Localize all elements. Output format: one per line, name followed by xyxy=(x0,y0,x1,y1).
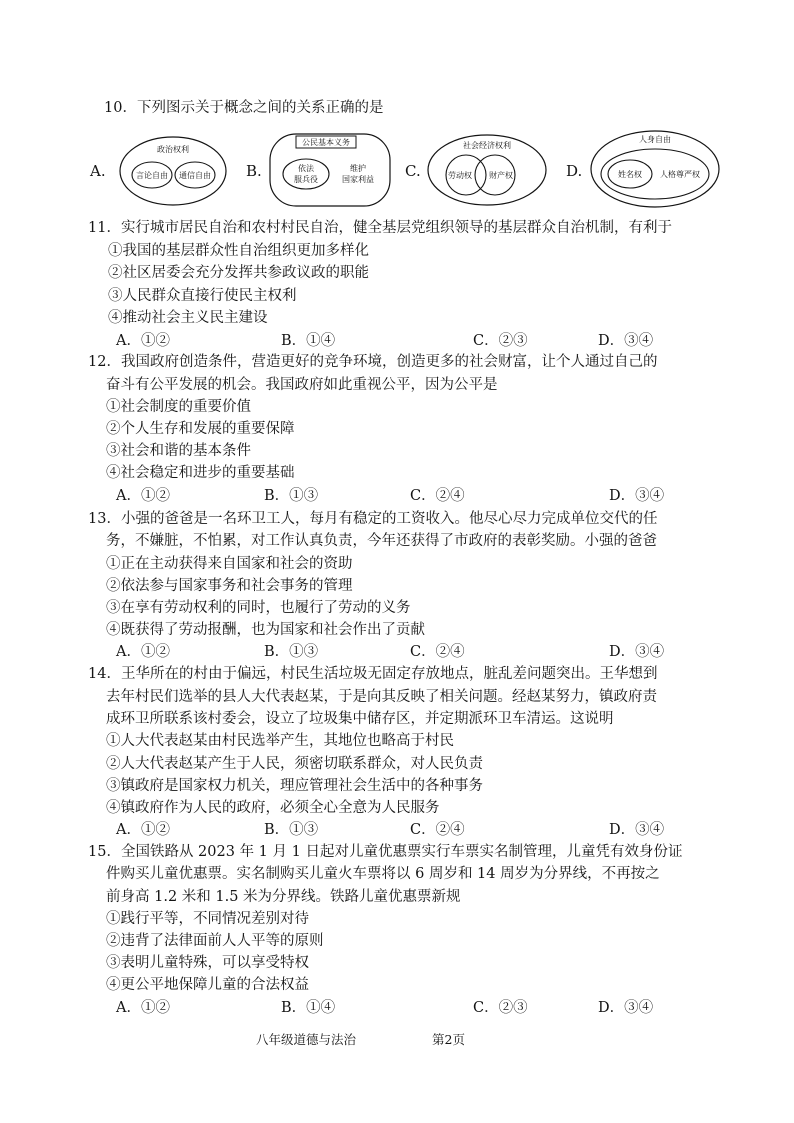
diagram-a-outer-label: 政治权利 xyxy=(157,145,189,154)
q12-statement-2: ②个人生存和发展的重要保障 xyxy=(106,421,295,437)
diagram-c-right-label: 财产权 xyxy=(489,171,513,180)
q14-option-b: B．①③ xyxy=(264,822,319,838)
q12-statement-3: ③社会和谐的基本条件 xyxy=(106,443,251,459)
q11-option-c: C．②③ xyxy=(473,333,528,349)
diagram-c-outer-label: 社会经济权利 xyxy=(463,141,511,150)
q10-diagram-d xyxy=(588,128,723,210)
diagram-b-outer-label: 公民基本义务 xyxy=(302,138,350,147)
q11-option-d: D．③④ xyxy=(598,333,654,349)
q14-option-d: D．③④ xyxy=(609,822,665,838)
q13-option-d: D．③④ xyxy=(609,644,665,660)
q11-statement-4: ④推动社会主义民主建设 xyxy=(108,310,268,326)
q15-statement-3: ③表明儿童特殊，可以享受特权 xyxy=(106,955,309,971)
diagram-d-left-label: 姓名权 xyxy=(618,170,642,179)
q11-statement-3: ③人民群众直接行使民主权利 xyxy=(108,288,297,304)
diagram-b-right-label-2: 国家利益 xyxy=(342,175,374,184)
q13-statement-3: ③在享有劳动权利的同时，也履行了劳动的义务 xyxy=(106,600,411,616)
q15-stem-line-1: 15．全国铁路从 2023 年 1 月 1 日起对儿童优惠票实行车票实名制管理，儿童凭有效身份证 xyxy=(88,844,683,860)
q13-statement-1: ①正在主动获得来自国家和社会的资助 xyxy=(106,556,353,572)
q15-option-c: C．②③ xyxy=(473,1000,528,1016)
diagram-b-left-label-1: 依法 xyxy=(298,164,314,173)
footer-subject: 八年级道德与法治 xyxy=(256,1032,357,1047)
q14-statement-3: ③镇政府是国家权力机关，理应管理社会生活中的各种事务 xyxy=(106,778,483,794)
q10-option-b-letter: B. xyxy=(246,162,262,180)
q10-option-d-letter: D. xyxy=(566,162,583,180)
q12-statement-4: ④社会稳定和进步的重要基础 xyxy=(106,465,295,481)
q10-option-c-letter: C. xyxy=(405,162,421,180)
q13-option-a: A．①② xyxy=(116,644,170,660)
q13-stem-line-2: 务，不嫌脏，不怕累，对工作认真负责，今年还获得了市政府的表彰奖励。小强的爸爸 xyxy=(106,533,657,549)
diagram-b-left-label-2: 服兵役 xyxy=(294,175,318,184)
q15-option-d: D．③④ xyxy=(598,1000,654,1016)
diagram-a-left-label: 言论自由 xyxy=(136,171,168,180)
q15-option-b: B．①④ xyxy=(281,1000,336,1016)
q14-stem-line-1: 14．王华所在的村由于偏远，村民生活垃圾无固定存放地点，脏乱差问题突出。王华想到 xyxy=(88,666,658,682)
diagram-a-right-label: 通信自由 xyxy=(179,171,211,180)
q11-option-b: B．①④ xyxy=(281,333,336,349)
q15-option-a: A．①② xyxy=(116,1000,170,1016)
q13-statement-4: ④既获得了劳动报酬，也为国家和社会作出了贡献 xyxy=(106,622,425,638)
q10-diagram-c xyxy=(425,132,550,208)
q14-stem-line-2: 去年村民们选举的县人大代表赵某，于是向其反映了相关问题。经赵某努力，镇政府责 xyxy=(106,689,657,705)
q11-statement-1: ①我国的基层群众性自治组织更加多样化 xyxy=(108,243,369,259)
q15-statement-2: ②违背了法律面前人人平等的原则 xyxy=(106,933,324,949)
q12-option-c: C．②④ xyxy=(410,488,465,504)
q14-statement-4: ④镇政府作为人民的政府，必须全心全意为人民服务 xyxy=(106,800,440,816)
q13-stem-line-1: 13．小强的爸爸是一名环卫工人，每月有稳定的工资收入。他尽心尽力完成单位交代的任 xyxy=(88,511,658,527)
q14-statement-1: ①人大代表赵某由村民选举产生，其地位也略高于村民 xyxy=(106,733,454,749)
q14-stem-line-3: 成环卫所联系该村委会，设立了垃圾集中储存区，并定期派环卫车清运。这说明 xyxy=(106,711,614,727)
q10-option-a-letter: A. xyxy=(90,162,106,180)
q15-stem-line-2: 件购买儿童优惠票。实名制购买儿童火车票将以 6 周岁和 14 周岁为分界线，不再按之 xyxy=(106,866,660,882)
q10-diagram-b xyxy=(268,132,392,208)
q12-option-a: A．①② xyxy=(116,488,170,504)
q12-stem-line-1: 12．我国政府创造条件，营造更好的竞争环境，创造更多的社会财富，让个人通过自己的 xyxy=(88,354,658,370)
footer-page-number: 第2页 xyxy=(432,1032,465,1047)
diagram-d-right-label: 人格尊严权 xyxy=(660,170,700,179)
q12-stem-line-2: 奋斗有公平发展的机会。我国政府如此重视公平，因为公平是 xyxy=(106,377,498,393)
q10-stem: 10．下列图示关于概念之间的关系正确的是 xyxy=(104,100,384,116)
diagram-b-right-label-1: 维护 xyxy=(350,164,366,173)
q13-statement-2: ②依法参与国家事务和社会事务的管理 xyxy=(106,578,353,594)
diagram-c-left-label: 劳动权 xyxy=(448,171,472,180)
q11-statement-2: ②社区居委会充分发挥共参政议政的职能 xyxy=(108,265,369,281)
q15-statement-4: ④更公平地保障儿童的合法权益 xyxy=(106,977,309,993)
q15-stem-line-3: 前身高 1.2 米和 1.5 米为分界线。铁路儿童优惠票新规 xyxy=(106,889,461,905)
diagram-d-outer-label: 人身自由 xyxy=(639,135,671,144)
q11-stem-line-1: 11．实行城市居民自治和农村村民自治，健全基层党组织领导的基层群众自治机制，有利于 xyxy=(88,220,672,236)
q12-option-b: B．①③ xyxy=(264,488,319,504)
q10-diagram-a xyxy=(118,135,228,207)
q13-option-b: B．①③ xyxy=(264,644,319,660)
q12-statement-1: ①社会制度的重要价值 xyxy=(106,399,251,415)
q13-option-c: C．②④ xyxy=(410,644,465,660)
q15-statement-1: ①践行平等，不同情况差别对待 xyxy=(106,911,309,927)
q14-statement-2: ②人大代表赵某产生于人民，须密切联系群众，对人民负责 xyxy=(106,756,483,772)
q14-option-a: A．①② xyxy=(116,822,170,838)
q14-option-c: C．②④ xyxy=(410,822,465,838)
q12-option-d: D．③④ xyxy=(609,488,665,504)
q11-option-a: A．①② xyxy=(116,333,170,349)
